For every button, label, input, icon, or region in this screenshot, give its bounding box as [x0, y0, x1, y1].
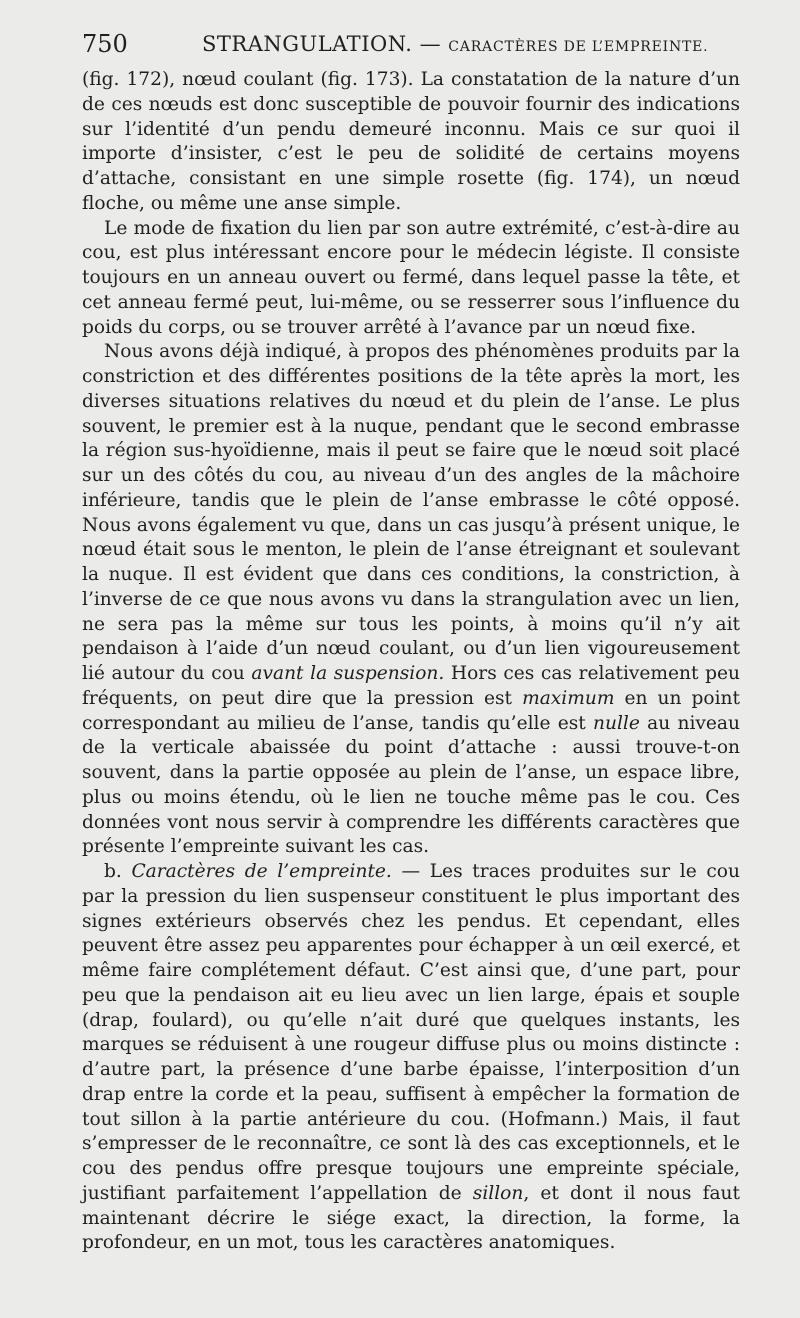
section-heading: Caractères de l’empreinte. [131, 861, 392, 882]
page-number: 750 [82, 30, 128, 58]
paragraph-4 [82, 860, 740, 1256]
paragraph-3-text-g: au niveau de la verticale abaissée du point d’attache : aussi trouve-t-on souvent, dans la partie opposée au plein de l’anse, un espace libre, plus ou moins étendu, où le lien ne touche même pas le cou. Ces données vont nous servir à comprendre les différents caractères que présente l’empreinte suivant les cas. [82, 712, 740, 858]
page-header [82, 30, 772, 66]
paragraph-4-italic-sillon: sillon [472, 1182, 524, 1204]
paragraph-4-text-a: — Les traces produites sur le cou par la pression du lien suspenseur constituent le plus important des signes extérieurs observés chez les pendus. Et cependant, elles peuvent être assez peu apparentes pour échapper à un œil exercé, et même faire complétement défaut. C’est ainsi que, d’une part, pour peu que la pendaison ait eu lieu avec un lien large, épais et souple (drap, foulard), ou qu’elle n’ait duré que quelques instants, les marques se réduisent à une rougeur diffuse plus ou moins distincte : d’autre part, la présence d’une barbe épaisse, l’interposition d’un drap entre la corde et la peau, suffisent à empêcher la formation de tout sillon à la partie antérieure du cou. (Hofmann.) Mais, il faut s’empresser de le reconnaître, ce sont là des cas exceptionnels, et le cou des pendus offre presque toujours une empreinte spéciale, justifiant parfaitement l’appellation de [82, 861, 740, 1204]
running-title-dash: — [412, 32, 449, 56]
section-letter: b. [104, 861, 132, 882]
paragraph-3-italic-suspension: avant la suspension. [251, 663, 445, 684]
paragraph-1: (fig. 172), nœud coulant (fig. 173). La constatation de la nature d’un de ces nœuds est donc susceptible de pouvoir fournir des indications sur l’identité d’un pendu demeuré inconnu. Mais ce sur quoi il importe d’insister, c’est le peu de solidité de certains moyens d’attache, consistant en une simple rosette (fig. 174), un nœud floche, ou même une anse simple. [82, 69, 740, 214]
paragraph-3-text-a: Nous avons déjà indiqué, à propos des phénomènes produits par la constriction et des différentes positions de la tête après la mort, les diverses situations relatives du nœud et du plein de l’anse. Le plus souvent, le premier est à la nuque, pendant que le second embrasse la région sus-hyoïdienne, mais il peut se faire que le nœud soit placé sur un des côtés du cou, au niveau d’un des angles de la mâchoire inférieure, tandis que le plein de l’anse embrasse le côté opposé. Nous avons également vu que, dans un cas jusqu’à présent unique, le nœud était sous le menton, le plein de l’anse étreignant et soulevant la nuque. Il est évident que dans ces conditions, la constriction, à l’inverse de ce que nous avons vu dans la strangulation avec un lien, ne sera pas la même sur tous les points, à moins qu’il n’y ait pendaison à l’aide d’un nœud coulant, ou d’un lien vigoureusement lié autour du cou [82, 341, 740, 684]
running-title-main: STRANGULATION. [202, 32, 413, 56]
paragraph-3-italic-nulle: nulle [593, 712, 640, 734]
paragraph-4-text-c: , et dont il nous faut maintenant décrire le siége exact, la direction, la forme, la profondeur, en un mot, tous les caractères anatomiques. [82, 1182, 740, 1254]
paragraph-3-text-c: Hors ces cas relativement peu fréquents, on peut dire que la pression est [82, 663, 740, 709]
running-title [202, 32, 708, 56]
paragraph-3 [82, 340, 740, 860]
running-title-sub: CARACTÈRES DE L’EMPREINTE. [448, 39, 709, 55]
paragraph-3-italic-maximum: maximum [522, 687, 615, 709]
paragraph-3-text-e: en un point correspondant au milieu de l’anse, tandis qu’elle est [82, 687, 741, 734]
paragraph-2: Le mode de fixation du lien par son autre extrémité, c’est-à-dire au cou, est plus intéressant encore pour le médecin légiste. Il consiste toujours en un anneau ouvert ou fermé, dans lequel passe la tête, et cet anneau fermé peut, lui-même, ou se resserrer sous l’influence du poids du corps, ou se trouver arrêté à l’avance par un nœud fixe. [82, 217, 740, 338]
body-text [82, 68, 740, 1256]
